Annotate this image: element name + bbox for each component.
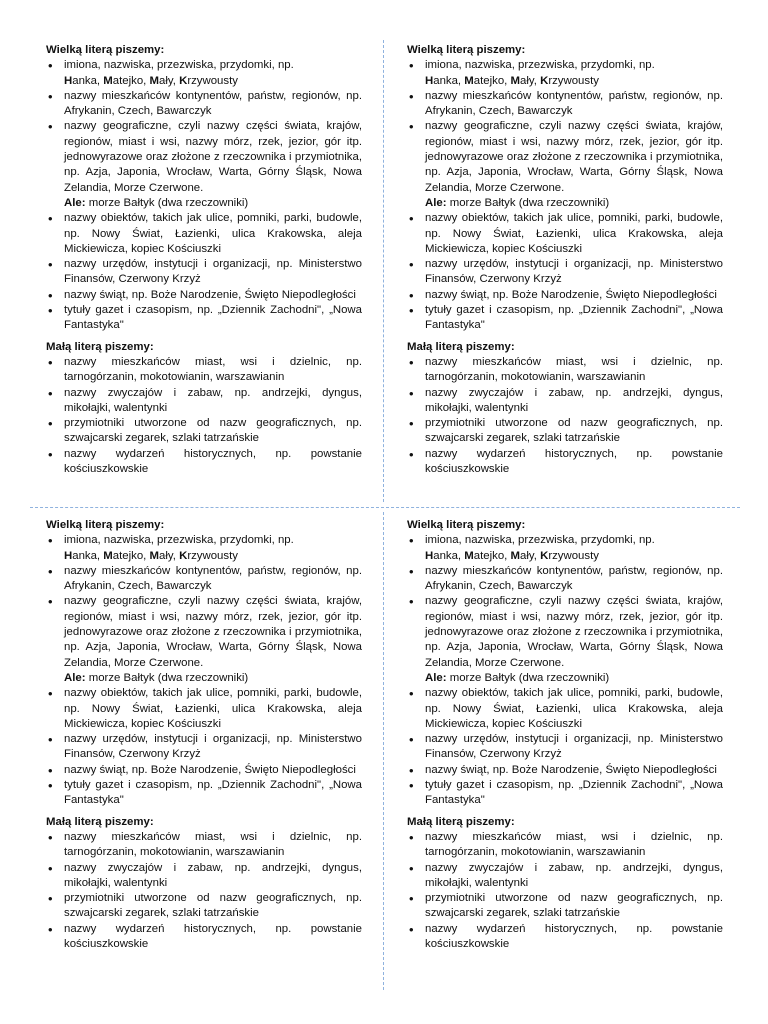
- item-text: nazwy mieszkańców kontynentów, państw, regionów, np. Afrykanin, Czech, Bawarczyk: [64, 89, 362, 118]
- list-item: [407, 594, 723, 686]
- name-rest: atejko,: [112, 74, 147, 87]
- exception-label: Ale:: [64, 671, 86, 684]
- list-item: [407, 830, 723, 861]
- lowercase-rules-list: [46, 830, 362, 952]
- list-item: [407, 89, 723, 120]
- item-text: nazwy wydarzeń historycznych, np. powstanie kościuszkowskie: [425, 922, 723, 951]
- exception-label: Ale:: [425, 671, 447, 684]
- item-text: nazwy zwyczajów i zabaw, np. andrzejki, dyngus, mikołajki, walentynki: [64, 861, 362, 889]
- cut-line-vertical-bottom: [383, 512, 384, 990]
- exception-note: [64, 196, 362, 211]
- name-rest: anka,: [72, 549, 101, 562]
- name-initial: M: [149, 74, 160, 87]
- list-item: [46, 564, 362, 595]
- list-item: [407, 533, 723, 564]
- name-initial: M: [510, 74, 521, 87]
- item-text: nazwy urzędów, instytucji i organizacji, np. Ministerstwo Finansów, Czerwony Krzyż: [425, 733, 723, 761]
- item-text: tytuły gazet i czasopism, np. „Dziennik Zachodni", „Nowa Fantastyka": [64, 779, 362, 807]
- item-text: nazwy świąt, np. Boże Narodzenie, Święto Niepodległości: [64, 763, 356, 776]
- heading-uppercase: Wielką literą piszemy:: [46, 519, 165, 531]
- name-initial: H: [64, 74, 73, 87]
- heading-uppercase: Wielką literą piszemy:: [46, 44, 165, 56]
- name-initial: M: [464, 74, 474, 87]
- item-text: nazwy urzędów, instytucji i organizacji, np. Ministerstwo Finansów, Czerwony Krzyż: [425, 258, 723, 286]
- example-names: [425, 549, 723, 564]
- exception-note: [64, 671, 362, 686]
- list-item: [407, 416, 723, 447]
- exception-text: morze Bałtyk (dwa rzeczowniki): [449, 671, 610, 684]
- name-initial: H: [425, 549, 434, 562]
- list-item: [46, 386, 362, 417]
- list-item: [407, 211, 723, 257]
- list-item: [46, 763, 362, 778]
- name-initial: M: [510, 549, 521, 562]
- item-text: nazwy wydarzeń historycznych, np. powstanie kościuszkowskie: [64, 922, 362, 951]
- name-initial: M: [103, 549, 113, 562]
- uppercase-rules-list: [407, 58, 723, 333]
- uppercase-rules-list: [407, 533, 723, 808]
- heading-uppercase: Wielką literą piszemy:: [407, 519, 526, 531]
- list-item: [46, 778, 362, 809]
- item-text: nazwy zwyczajów i zabaw, np. andrzejki, dyngus, mikołajki, walentynki: [64, 386, 362, 414]
- list-item: [46, 416, 362, 447]
- name-rest: atejko,: [473, 74, 508, 87]
- item-text: nazwy geograficzne, czyli nazwy części świata, krajów, regionów, miast i wsi, nazwy mórz, rzek, jezior, gór itp. jednowyrazowe oraz złożone z rzeczownika i przymiotnika, np. Azja, Japonia, Wrocław, Warta, Górny Śląsk, Nowa Zelandia, Morze Czerwone.: [64, 595, 362, 669]
- cut-line-vertical-top: [383, 40, 384, 502]
- name-rest: anka,: [72, 74, 101, 87]
- name-rest: atejko,: [473, 549, 508, 562]
- list-item: [46, 686, 362, 732]
- exception-label: Ale:: [425, 196, 447, 209]
- list-item: [46, 89, 362, 120]
- list-item: [407, 564, 723, 595]
- list-item: [407, 447, 723, 478]
- lowercase-rules-list: [46, 355, 362, 477]
- list-item: [46, 447, 362, 478]
- list-item: [407, 861, 723, 892]
- item-text: nazwy mieszkańców kontynentów, państw, regionów, np. Afrykanin, Czech, Bawarczyk: [425, 89, 723, 118]
- item-text: nazwy mieszkańców miast, wsi i dzielnic, np. tarnogórzanin, mokotowianin, warszawianin: [64, 355, 362, 384]
- list-item: [407, 763, 723, 778]
- name-initial: K: [179, 74, 188, 87]
- item-text: imiona, nazwiska, przezwiska, przydomki, np.: [64, 534, 294, 547]
- item-text: nazwy mieszkańców miast, wsi i dzielnic, np. tarnogórzanin, mokotowianin, warszawianin: [425, 830, 723, 859]
- exception-note: [425, 196, 723, 211]
- item-text: przymiotniki utworzone od nazw geograficznych, np. szwajcarski zegarek, szlaki tatrzańskie: [425, 892, 723, 920]
- rule-card: [46, 43, 362, 477]
- exception-text: morze Bałtyk (dwa rzeczowniki): [449, 196, 610, 209]
- list-item: [407, 303, 723, 334]
- name-rest: ały,: [520, 74, 537, 87]
- name-initial: M: [149, 549, 160, 562]
- rule-card: [407, 518, 723, 952]
- list-item: [407, 686, 723, 732]
- item-text: nazwy urzędów, instytucji i organizacji, np. Ministerstwo Finansów, Czerwony Krzyż: [64, 258, 362, 286]
- item-text: przymiotniki utworzone od nazw geograficznych, np. szwajcarski zegarek, szlaki tatrzańskie: [425, 417, 723, 445]
- list-item: [46, 288, 362, 303]
- list-item: [46, 891, 362, 922]
- name-rest: rzywousty: [187, 74, 238, 87]
- heading-lowercase: Małą literą piszemy:: [407, 815, 515, 828]
- example-names: [64, 74, 362, 89]
- item-text: nazwy świąt, np. Boże Narodzenie, Święto Niepodległości: [64, 288, 356, 301]
- name-rest: ały,: [159, 74, 176, 87]
- name-rest: anka,: [433, 549, 462, 562]
- list-item: [407, 891, 723, 922]
- item-text: nazwy zwyczajów i zabaw, np. andrzejki, dyngus, mikołajki, walentynki: [425, 386, 723, 414]
- name-rest: anka,: [433, 74, 462, 87]
- item-text: tytuły gazet i czasopism, np. „Dziennik Zachodni", „Nowa Fantastyka": [64, 304, 362, 332]
- name-initial: K: [540, 549, 549, 562]
- name-initial: M: [464, 549, 474, 562]
- heading-lowercase: Małą literą piszemy:: [46, 815, 154, 828]
- name-initial: K: [179, 549, 188, 562]
- lowercase-rules-list: [407, 355, 723, 477]
- list-item: [407, 355, 723, 386]
- name-initial: K: [540, 74, 549, 87]
- list-item: [46, 303, 362, 334]
- item-text: imiona, nazwiska, przezwiska, przydomki, np.: [64, 59, 294, 72]
- list-item: [46, 257, 362, 288]
- list-item: [407, 386, 723, 417]
- item-text: nazwy mieszkańców miast, wsi i dzielnic, np. tarnogórzanin, mokotowianin, warszawianin: [425, 355, 723, 384]
- list-item: [407, 257, 723, 288]
- rule-card: [46, 518, 362, 952]
- list-item: [407, 288, 723, 303]
- name-initial: M: [103, 74, 113, 87]
- exception-text: morze Bałtyk (dwa rzeczowniki): [88, 671, 249, 684]
- example-names: [425, 74, 723, 89]
- name-initial: H: [64, 549, 73, 562]
- list-item: [46, 594, 362, 686]
- uppercase-rules-list: [46, 533, 362, 808]
- rule-card: [407, 43, 723, 477]
- list-item: [46, 211, 362, 257]
- name-initial: H: [425, 74, 434, 87]
- list-item: [46, 58, 362, 89]
- item-text: tytuły gazet i czasopism, np. „Dziennik Zachodni", „Nowa Fantastyka": [425, 779, 723, 807]
- name-rest: ały,: [159, 549, 176, 562]
- heading-lowercase: Małą literą piszemy:: [407, 340, 515, 353]
- item-text: imiona, nazwiska, przezwiska, przydomki, np.: [425, 59, 655, 72]
- list-item: [46, 355, 362, 386]
- item-text: przymiotniki utworzone od nazw geograficznych, np. szwajcarski zegarek, szlaki tatrzańskie: [64, 417, 362, 445]
- name-rest: atejko,: [112, 549, 147, 562]
- item-text: nazwy obiektów, takich jak ulice, pomniki, parki, budowle, np. Nowy Świat, Łazienki, ulica Krakowska, aleja Mickiewicza, kopiec Kościuszki: [425, 687, 723, 730]
- item-text: nazwy wydarzeń historycznych, np. powstanie kościuszkowskie: [64, 447, 362, 476]
- list-item: [407, 778, 723, 809]
- item-text: nazwy geograficzne, czyli nazwy części świata, krajów, regionów, miast i wsi, nazwy mórz, rzek, jezior, gór itp. jednowyrazowe oraz złożone z rzeczownika i przymiotnika, np. Azja, Japonia, Wrocław, Warta, Górny Śląsk, Nowa Zelandia, Morze Czerwone.: [425, 120, 723, 194]
- uppercase-rules-list: [46, 58, 362, 333]
- exception-text: morze Bałtyk (dwa rzeczowniki): [88, 196, 249, 209]
- list-item: [407, 922, 723, 953]
- heading-lowercase: Małą literą piszemy:: [46, 340, 154, 353]
- item-text: nazwy mieszkańców miast, wsi i dzielnic, np. tarnogórzanin, mokotowianin, warszawianin: [64, 830, 362, 859]
- exception-note: [425, 671, 723, 686]
- list-item: [46, 533, 362, 564]
- item-text: nazwy urzędów, instytucji i organizacji, np. Ministerstwo Finansów, Czerwony Krzyż: [64, 733, 362, 761]
- item-text: nazwy świąt, np. Boże Narodzenie, Święto Niepodległości: [425, 763, 717, 776]
- list-item: [407, 119, 723, 211]
- list-item: [407, 732, 723, 763]
- item-text: nazwy geograficzne, czyli nazwy części świata, krajów, regionów, miast i wsi, nazwy mórz, rzek, jezior, gór itp. jednowyrazowe oraz złożone z rzeczownika i przymiotnika, np. Azja, Japonia, Wrocław, Warta, Górny Śląsk, Nowa Zelandia, Morze Czerwone.: [425, 595, 723, 669]
- item-text: nazwy mieszkańców kontynentów, państw, regionów, np. Afrykanin, Czech, Bawarczyk: [425, 564, 723, 593]
- list-item: [46, 861, 362, 892]
- item-text: nazwy obiektów, takich jak ulice, pomniki, parki, budowle, np. Nowy Świat, Łazienki, ulica Krakowska, aleja Mickiewicza, kopiec Kościuszki: [64, 212, 362, 255]
- item-text: nazwy zwyczajów i zabaw, np. andrzejki, dyngus, mikołajki, walentynki: [425, 861, 723, 889]
- item-text: nazwy obiektów, takich jak ulice, pomniki, parki, budowle, np. Nowy Świat, Łazienki, ulica Krakowska, aleja Mickiewicza, kopiec Kościuszki: [425, 212, 723, 255]
- item-text: przymiotniki utworzone od nazw geograficznych, np. szwajcarski zegarek, szlaki tatrzańskie: [64, 892, 362, 920]
- name-rest: ały,: [520, 549, 537, 562]
- name-rest: rzywousty: [187, 549, 238, 562]
- item-text: imiona, nazwiska, przezwiska, przydomki, np.: [425, 534, 655, 547]
- heading-uppercase: Wielką literą piszemy:: [407, 44, 526, 56]
- item-text: tytuły gazet i czasopism, np. „Dziennik Zachodni", „Nowa Fantastyka": [425, 304, 723, 332]
- item-text: nazwy mieszkańców kontynentów, państw, regionów, np. Afrykanin, Czech, Bawarczyk: [64, 564, 362, 593]
- item-text: nazwy wydarzeń historycznych, np. powstanie kościuszkowskie: [425, 447, 723, 476]
- item-text: nazwy obiektów, takich jak ulice, pomniki, parki, budowle, np. Nowy Świat, Łazienki, ulica Krakowska, aleja Mickiewicza, kopiec Kościuszki: [64, 687, 362, 730]
- list-item: [46, 732, 362, 763]
- list-item: [46, 830, 362, 861]
- item-text: nazwy geograficzne, czyli nazwy części świata, krajów, regionów, miast i wsi, nazwy mórz, rzek, jezior, gór itp. jednowyrazowe oraz złożone z rzeczownika i przymiotnika, np. Azja, Japonia, Wrocław, Warta, Górny Śląsk, Nowa Zelandia, Morze Czerwone.: [64, 120, 362, 194]
- list-item: [46, 119, 362, 211]
- list-item: [407, 58, 723, 89]
- list-item: [46, 922, 362, 953]
- cut-line-horizontal: [30, 507, 740, 508]
- lowercase-rules-list: [407, 830, 723, 952]
- name-rest: rzywousty: [548, 549, 599, 562]
- item-text: nazwy świąt, np. Boże Narodzenie, Święto Niepodległości: [425, 288, 717, 301]
- name-rest: rzywousty: [548, 74, 599, 87]
- exception-label: Ale:: [64, 196, 86, 209]
- example-names: [64, 549, 362, 564]
